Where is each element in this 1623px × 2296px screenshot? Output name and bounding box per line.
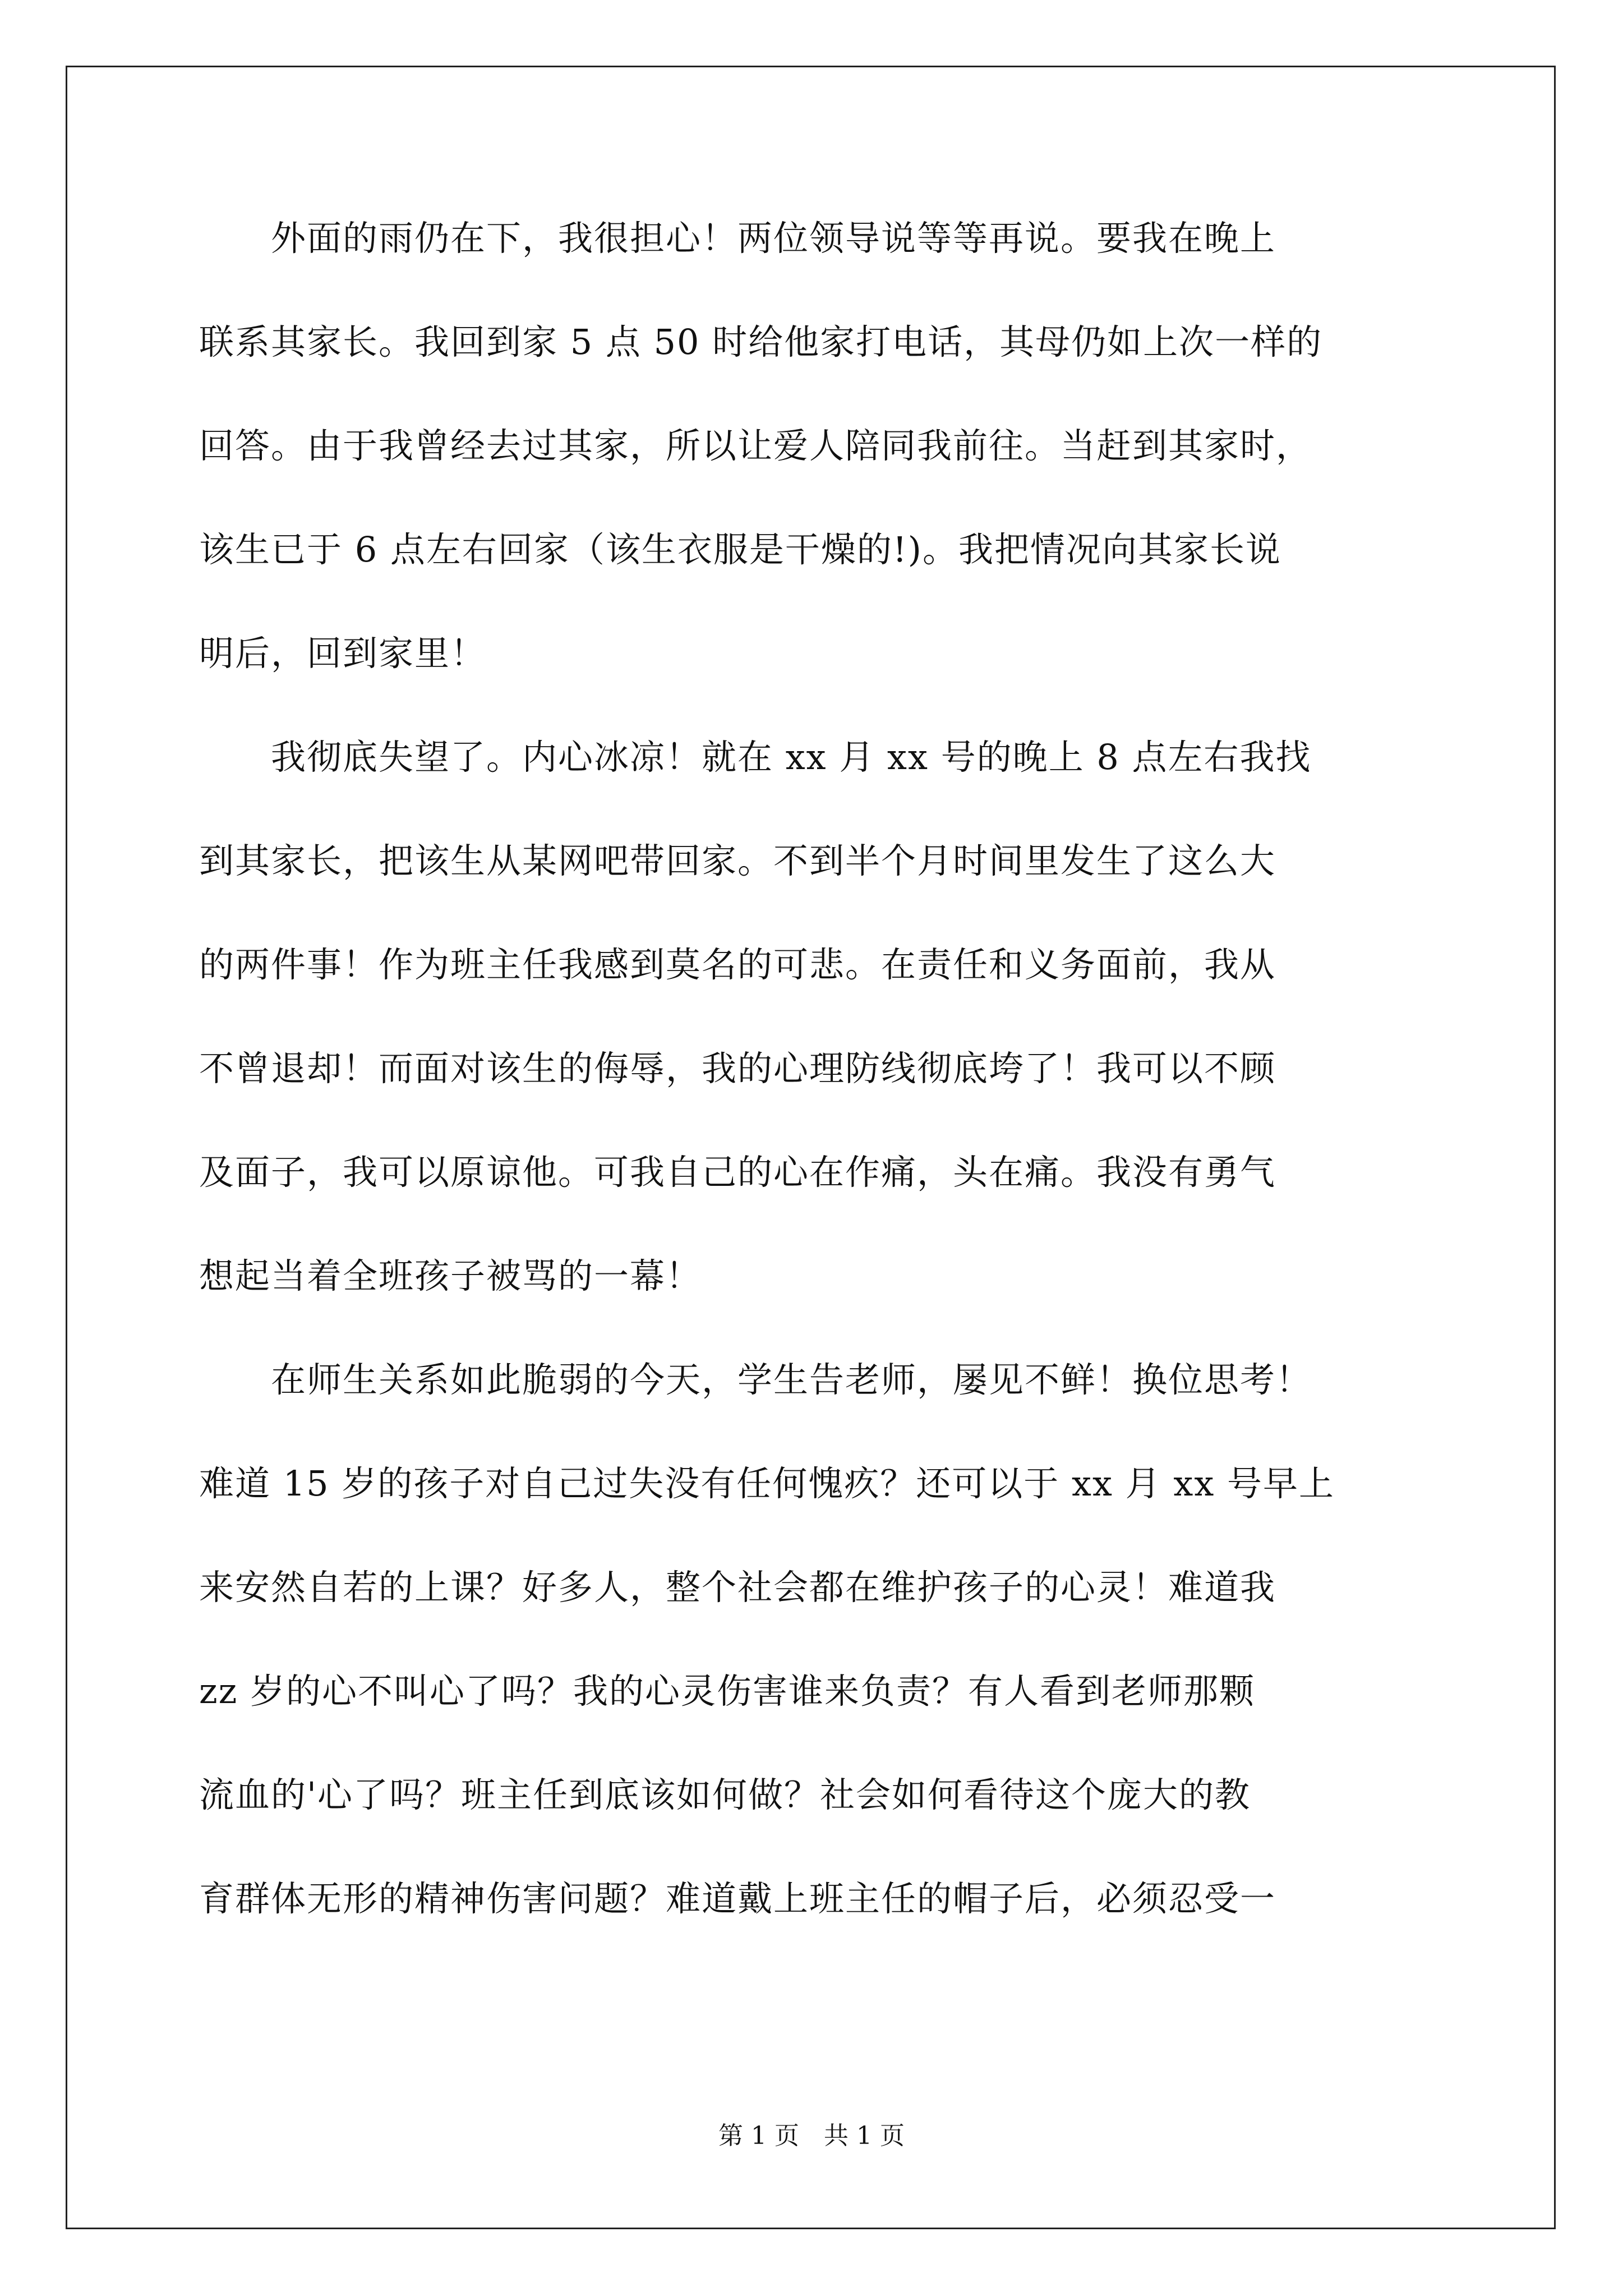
text-line: 难道 15 岁的孩子对自己过失没有任何愧疚？还可以于 xx 月 xx 号早上 bbox=[199, 1463, 1335, 1504]
text-line: 该生已于 6 点左右回家（该生衣服是干燥的!)。我把情况向其家长说 bbox=[199, 529, 1281, 570]
text-line: 想起当着全班孩子被骂的一幕！ bbox=[199, 1255, 702, 1296]
text-line: 流血的'心了吗？班主任到底该如何做？社会如何看待这个庞大的教 bbox=[199, 1774, 1251, 1815]
text-line: 外面的雨仍在下，我很担心！两位领导说等等再说。要我在晚上 bbox=[199, 218, 1276, 259]
text-line: 回答。由于我曾经去过其家，所以让爱人陪同我前往。当赶到其家时， bbox=[199, 425, 1312, 466]
text-line: 在师生关系如此脆弱的今天，学生告老师，屡见不鲜！换位思考！ bbox=[199, 1359, 1312, 1400]
text-line: 不曾退却！而面对该生的侮辱，我的心理防线彻底垮了！我可以不顾 bbox=[199, 1048, 1276, 1089]
page-footer: 第 1 页 共 1 页 bbox=[718, 2122, 905, 2150]
text-line: 来安然自若的上课？好多人，整个社会都在维护孩子的心灵！难道我 bbox=[199, 1567, 1276, 1608]
text-line: 联系其家长。我回到家 5 点 50 时给他家打电话，其母仍如上次一样的 bbox=[199, 321, 1323, 362]
text-line: 育群体无形的精神伤害问题？难道戴上班主任的帽子后，必须忍受一 bbox=[199, 1878, 1276, 1919]
text-line: 到其家长，把该生从某网吧带回家。不到半个月时间里发生了这么大 bbox=[199, 840, 1276, 881]
text-line: 的两件事！作为班主任我感到莫名的可悲。在责任和义务面前，我从 bbox=[199, 944, 1276, 985]
text-line: 我彻底失望了。内心冰凉！就在 xx 月 xx 号的晚上 8 点左右我找 bbox=[199, 737, 1312, 777]
text-line: 明后，回到家里！ bbox=[199, 633, 487, 674]
text-line: 及面子，我可以原谅他。可我自己的心在作痛，头在痛。我没有勇气 bbox=[199, 1152, 1276, 1193]
text-line: zz 岁的心不叫心了吗？我的心灵伤害谁来负责？有人看到老师那颗 bbox=[199, 1671, 1256, 1711]
